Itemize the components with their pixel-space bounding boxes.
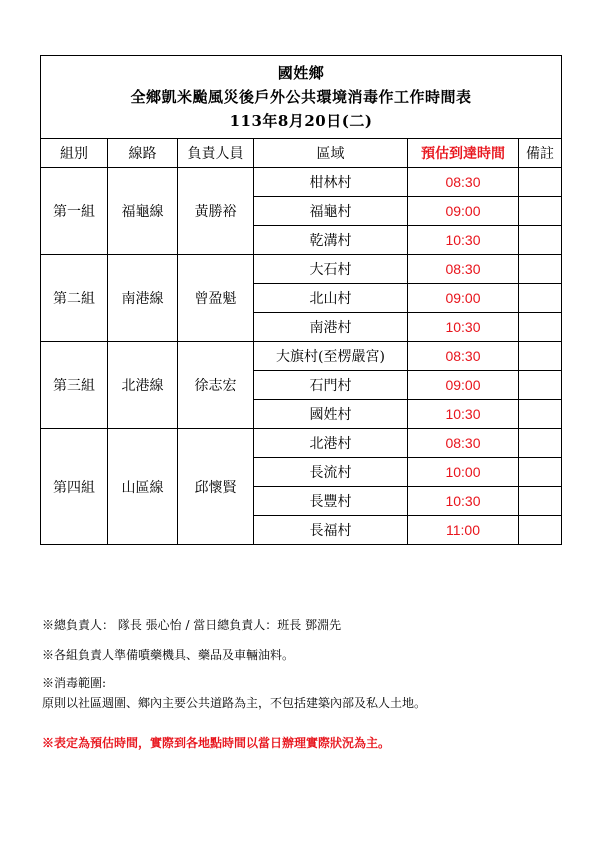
note-cell [519,255,562,284]
header-row [41,139,562,168]
note-scope-label: ※消毒範圍: [42,676,107,690]
time-cell: 11:00 [408,516,519,545]
note-cell [519,429,562,458]
time-cell: 10:30 [408,226,519,255]
area-cell: 北山村 [254,284,408,313]
table-row [41,429,562,458]
area-cell: 大石村 [254,255,408,284]
area-cell: 長福村 [254,516,408,545]
person-cell: 黃勝裕 [178,168,254,255]
area-cell: 石門村 [254,371,408,400]
area-cell: 南港村 [254,313,408,342]
header-time: 預估到達時間 [408,139,519,168]
time-cell: 08:30 [408,255,519,284]
person-cell: 曾盈魁 [178,255,254,342]
person-cell: 徐志宏 [178,342,254,429]
note-cell [519,197,562,226]
title-date: 113年8月20日(二) [229,112,373,130]
route-cell: 北港線 [108,342,178,429]
schedule-table [40,55,562,545]
title-township: 國姓鄉 [277,64,325,82]
table-row [41,342,562,371]
note-cell [519,516,562,545]
table-row [41,255,562,284]
table-row [41,168,562,197]
note-responsible: ※總負責人： 隊長 張心怡 / 當日總負責人：班長 鄧淵先 [42,618,342,632]
area-cell: 國姓村 [254,400,408,429]
header-route: 線路 [108,139,178,168]
time-cell: 09:00 [408,371,519,400]
header-person: 負責人員 [178,139,254,168]
note-cell [519,458,562,487]
note-cell [519,342,562,371]
note-cell [519,487,562,516]
area-cell: 北港村 [254,429,408,458]
note-estimated-time: ※表定為預估時間，實際到各地點時間以當日辦理實際狀況為主。 [42,736,391,750]
note-cell [519,371,562,400]
area-cell: 長流村 [254,458,408,487]
note-equipment: ※各組負責人準備噴藥機具、藥品及車輛油料。 [42,648,295,662]
route-cell: 山區線 [108,429,178,545]
note-cell [519,168,562,197]
header-group: 組別 [41,139,108,168]
time-cell: 08:30 [408,342,519,371]
time-cell: 08:30 [408,429,519,458]
route-cell: 福龜線 [108,168,178,255]
group-cell: 第一組 [41,168,108,255]
notes-section [42,615,572,753]
area-cell: 大旗村(至楞嚴宮) [254,342,408,371]
table-title [41,56,562,139]
time-cell: 10:00 [408,458,519,487]
person-cell: 邱懷賢 [178,429,254,545]
time-cell: 10:30 [408,487,519,516]
time-cell: 08:30 [408,168,519,197]
group-cell: 第四組 [41,429,108,545]
header-area: 區域 [254,139,408,168]
area-cell: 柑林村 [254,168,408,197]
group-cell: 第二組 [41,255,108,342]
header-note: 備註 [519,139,562,168]
area-cell: 福龜村 [254,197,408,226]
note-cell [519,284,562,313]
route-cell: 南港線 [108,255,178,342]
schedule-sheet [40,55,561,545]
time-cell: 09:00 [408,197,519,226]
area-cell: 乾溝村 [254,226,408,255]
group-cell: 第三組 [41,342,108,429]
note-cell [519,313,562,342]
time-cell: 10:30 [408,313,519,342]
time-cell: 09:00 [408,284,519,313]
title-main: 全鄉凱米颱風災後戶外公共環境消毒作工作時間表 [130,88,472,106]
time-cell: 10:30 [408,400,519,429]
note-scope-text: 原則以社區週圍、鄉內主要公共道路為主，不包括建築內部及私人土地。 [42,696,427,710]
note-cell [519,226,562,255]
note-cell [519,400,562,429]
area-cell: 長豐村 [254,487,408,516]
